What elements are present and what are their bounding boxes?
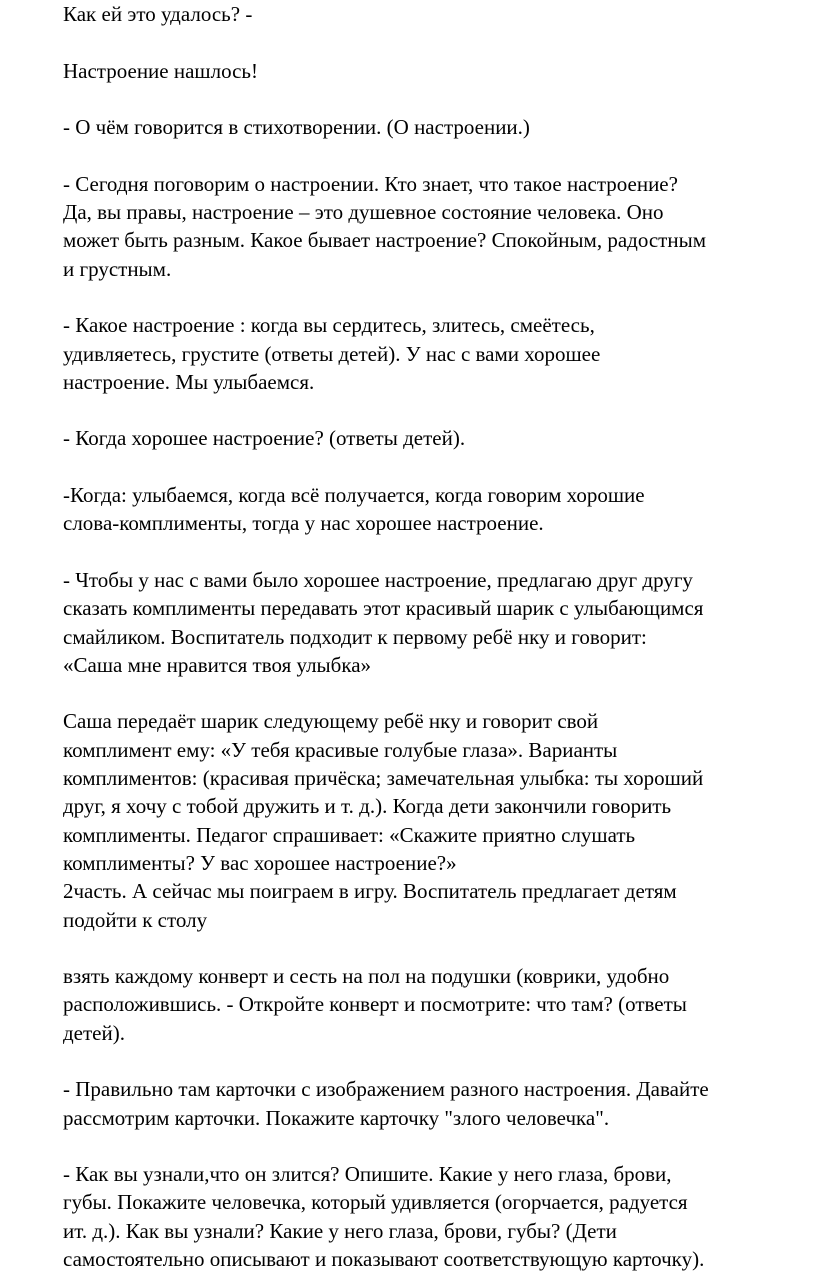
blank-line (63, 934, 813, 962)
text-line: - Правильно там карточки с изображением разного настроения. Давайте (63, 1077, 709, 1102)
text-line: самостоятельно описывают и показывают соответствующую карточку). (63, 1247, 705, 1272)
text-line: -Когда: улыбаемся, когда всё получается, когда говорим хорошие (63, 483, 645, 508)
blank-line (63, 85, 813, 113)
blank-line (63, 453, 813, 481)
text-line: друг, я хочу с тобой дружить и т. д.). Когда дети закончили говорить (63, 794, 672, 819)
text-line: сказать комплименты передавать этот красивый шарик с улыбающимся (63, 596, 704, 621)
blank-line (63, 141, 813, 169)
blank-line (63, 28, 813, 56)
text-line: смайликом. Воспитатель подходит к первому ребё нку и говорит: (63, 624, 647, 649)
blank-line (63, 396, 813, 424)
text-line: расположившись. - Откройте конверт и посмотрите: что там? (ответы (63, 992, 687, 1017)
blank-line (63, 1132, 813, 1160)
text-line: подойти к столу (63, 907, 208, 932)
text-line: «Саша мне нравится твоя улыбка» (63, 652, 372, 677)
text-line: Да, вы правы, настроение – это душевное состояние человека. Оно (63, 200, 664, 225)
text-line: настроение. Мы улыбаемся. (63, 369, 315, 394)
text-line: комплиментов: (красивая причёска; замечательная улыбка: ты хороший (63, 766, 704, 791)
text-line: - Какое настроение : когда вы сердитесь, злитесь, смеётесь, (63, 313, 595, 338)
text-line: комплимент ему: «У тебя красивые голубые глаза». Варианты (63, 737, 618, 762)
text-line: удивляетесь, грустите (ответы детей). У нас с вами хорошее (63, 341, 601, 366)
text-line: Как ей это удалось? - (63, 2, 253, 26)
blank-line (63, 283, 813, 311)
text-line: Настроение нашлось! (63, 58, 258, 83)
text-line: - Когда хорошее настроение? (ответы детей). (63, 426, 466, 451)
text-line: взять каждому конверт и сесть на пол на подушки (коврики, удобно (63, 964, 670, 989)
text-line: слова-комплименты, тогда у нас хорошее настроение. (63, 511, 544, 536)
text-line: - Как вы узнали,что он злится? Опишите. Какие у него глаза, брови, (63, 1162, 672, 1187)
text-line: ит. д.). Как вы узнали? Какие у него глаза, брови, губы? (Дети (63, 1218, 617, 1243)
text-line: Саша передаёт шарик следующему ребё нку и говорит свой (63, 709, 599, 734)
text-line: детей). (63, 1020, 125, 1045)
text-line: может быть разным. Какое бывает настроение? Спокойным, радостным (63, 228, 706, 253)
text-line: комплименты? У вас хорошее настроение?» (63, 850, 457, 875)
text-line: - Чтобы у нас с вами было хорошее настроение, предлагаю друг другу (63, 567, 693, 592)
text-line: комплименты. Педагог спрашивает: «Скажите приятно слушать (63, 822, 636, 847)
text-line: и грустным. (63, 256, 172, 281)
blank-line (63, 1047, 813, 1075)
text-line: 2часть. А сейчас мы поиграем в игру. Воспитатель предлагает детям (63, 879, 677, 904)
text-line: - Сегодня поговорим о настроении. Кто знает, что такое настроение? (63, 171, 678, 196)
blank-line (63, 679, 813, 707)
text-line: - О чём говорится в стихотворении. (О настроении.) (63, 115, 530, 140)
document-page (63, 0, 813, 1273)
blank-line (63, 538, 813, 566)
text-line: губы. Покажите человечка, который удивляется (огорчается, радуется (63, 1190, 688, 1215)
text-line: рассмотрим карточки. Покажите карточку "злого человечка". (63, 1105, 610, 1130)
